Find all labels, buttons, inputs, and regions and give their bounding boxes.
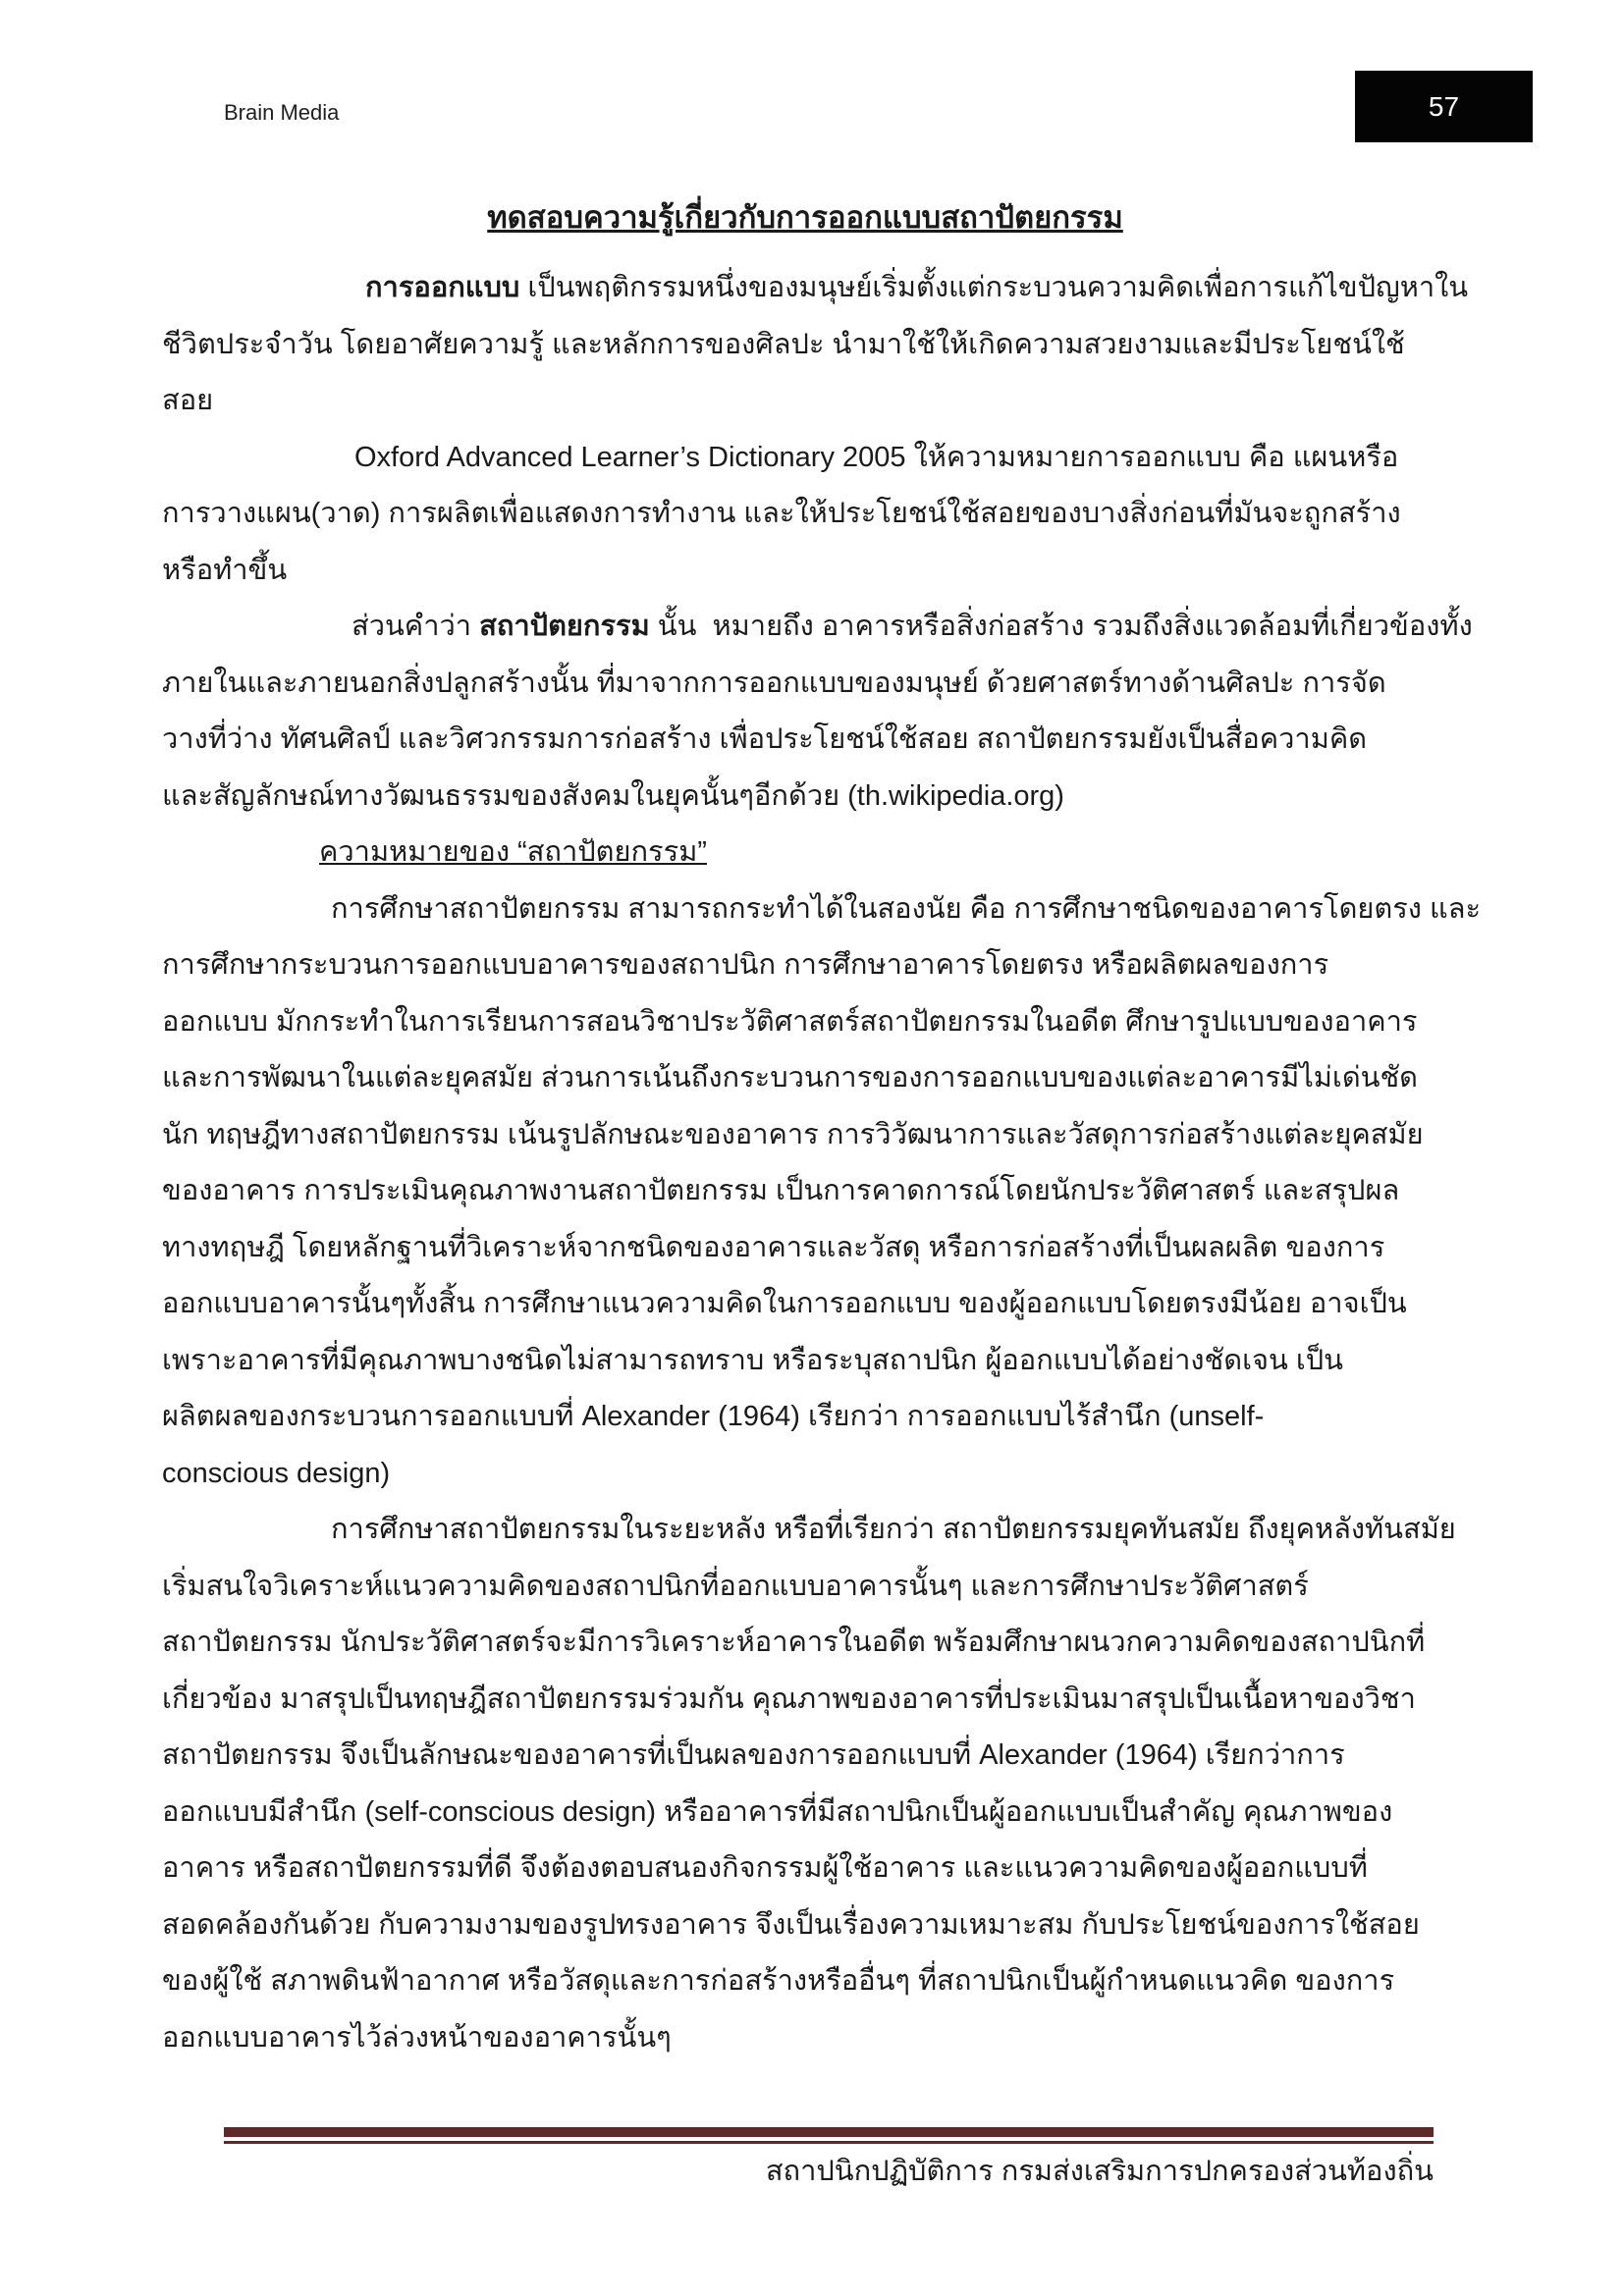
paragraph-studying-architecture [162, 881, 1482, 1503]
text-segment: หรือทำขึ้น [162, 554, 288, 586]
text-segment: อาคาร หรือสถาปัตยกรรมที่ดี จึงต้องตอบสนองกิจกรรมผู้ใช้อาคาร และแนวความคิดของผู้ออกแบบที่ [162, 1852, 1368, 1884]
text-segment: เกี่ยวข้อง มาสรุปเป็นทฤษฎีสถาปัตยกรรมร่วมกัน คุณภาพของอาคารที่ประเมินมาสรุปเป็นเนื้อหาของวิชา [162, 1682, 1416, 1715]
text-line [162, 881, 1482, 938]
document-content [162, 189, 1482, 2066]
text-line [162, 712, 1448, 769]
footer-rule-thick [224, 2127, 1434, 2137]
page-title: ทดสอบความรู้เกี่ยวกับการออกแบบสถาปัตยกรรม [487, 200, 1123, 235]
text-segment: เพราะอาคารที่มีคุณภาพบางชนิดไม่สามารถทราบ หรือระบุสถาปนิก ผู้ออกแบบได้อย่างชัดเจน เป็น [162, 1344, 1344, 1376]
text-line [162, 994, 1448, 1051]
text-line [162, 1615, 1448, 1672]
page-number-box [1355, 71, 1533, 142]
text-line [162, 1728, 1448, 1785]
text-segment: การศึกษาสถาปัตยกรรม สามารถกระทำได้ในสองนัย คือ การศึกษาชนิดของอาคารโดยตรง และ [331, 892, 1482, 925]
text-line [162, 1276, 1448, 1333]
text-line [162, 430, 1448, 487]
text-segment: การศึกษาสถาปัตยกรรมในระยะหลัง หรือที่เรียกว่า สถาปัตยกรรมยุคทันสมัย ถึงยุคหลังทันสมัย [331, 1514, 1456, 1545]
text-line [162, 373, 1448, 430]
text-segment: ออกแบบ มักกระทำในการเรียนการสอนวิชาประวัติศาสตร์สถาปัตยกรรมในอดีต ศึกษารูปแบบของอาคาร [162, 1005, 1418, 1038]
text-segment: สอย [162, 385, 214, 416]
text-segment: การวางแผน(วาด) การผลิตเพื่อแสดงการทำงาน และให้ประโยชน์ใช้สอยของบางสิ่งก่อนที่มันจะถูกสร้าง [162, 498, 1401, 529]
text-line [162, 1841, 1448, 1897]
text-line [162, 1785, 1448, 1842]
text-segment: conscious design) [162, 1457, 391, 1489]
text-segment: นั้น หมายถึง อาคารหรือสิ่งก่อสร้าง รวมถึงสิ่งแวดล้อมที่เกี่ยวข้องทั้ง [649, 611, 1473, 642]
text-segment: การศึกษากระบวนการออกแบบอาคารของสถาปนิก การศึกษาอาคารโดยตรง หรือผลิตผลของการ [162, 949, 1329, 981]
text-line [162, 1897, 1448, 1954]
text-line [162, 1953, 1448, 2010]
text-line [162, 260, 1469, 317]
text-line [162, 1333, 1448, 1390]
text-segment: ผลิตผลของกระบวนการออกแบบที่ Alexander (1964) เรียกว่า การออกแบบไร้สำนึก (unself- [162, 1401, 1265, 1432]
text-segment: นัก ทฤษฎีทางสถาปัตยกรรม เน้นรูปลักษณะของอาคาร การวิวัฒนาการและวัสดุการก่อสร้างแต่ละยุคสมัย [162, 1118, 1424, 1150]
text-segment: ความหมายของ “สถาปัตยกรรม” [319, 836, 707, 868]
paragraph-architecture-term [162, 599, 1473, 825]
text-segment: ภายในและภายนอกสิ่งปลูกสร้างนั้น ที่มาจากการออกแบบของมนุษย์ ด้วยศาสตร์ทางด้านศิลปะ การจัด [162, 667, 1386, 699]
text-line [162, 1220, 1448, 1277]
text-line [162, 1672, 1448, 1729]
text-segment: ชีวิตประจำวัน โดยอาศัยความรู้ และหลักการของศิลปะ นำมาใช้ให้เกิดความสวยงามและมีประโยชน์ใช้ [162, 328, 1405, 360]
text-segment: ออกแบบอาคารไว้ล่วงหน้าของอาคารนั้นๆ [162, 2021, 672, 2054]
text-line [162, 1050, 1448, 1107]
text-segment: สถาปัตยกรรม นักประวัติศาสตร์จะมีการวิเคราะห์อาคารในอดีต พร้อมศึกษาผนวกความคิดของสถาปนิกที่ [162, 1627, 1426, 1658]
subheading-meaning-of-architecture [162, 825, 1448, 881]
document-body [162, 260, 1482, 2066]
text-segment: Oxford Advanced Learner’s Dictionary 2005 ให้ความหมายการออกแบบ คือ แผนหรือ [354, 441, 1399, 473]
text-segment: และการพัฒนาในแต่ละยุคสมัย ส่วนการเน้นถึงกระบวนการของการออกแบบของแต่ละอาคารมีไม่เด่นชัด [162, 1062, 1419, 1094]
text-line [162, 2010, 1448, 2067]
text-line [162, 1107, 1448, 1164]
paragraph-later-study [162, 1502, 1456, 2066]
text-segment: ส่วนคำว่า [352, 611, 480, 642]
footer-rule-thin [224, 2141, 1434, 2144]
header-brand: Brain Media [224, 100, 340, 125]
text-segment: สถาปัตยกรรม จึงเป็นลักษณะของอาคารที่เป็นผลของการออกแบบที่ Alexander (1964) เรียกว่าการ [162, 1739, 1345, 1771]
text-segment: เป็นพฤติกรรมหนึ่งของมนุษย์เริ่มตั้งแต่กระบวนความคิดเพื่อการแก้ไขปัญหาใน [527, 272, 1469, 303]
text-segment: สถาปัตยกรรม [479, 611, 650, 642]
text-line [162, 656, 1448, 713]
paragraph-design-definition [162, 260, 1469, 430]
text-line [162, 1163, 1448, 1220]
text-line [162, 1446, 1448, 1503]
text-line [162, 543, 1448, 600]
text-line [162, 1559, 1448, 1616]
text-line [162, 599, 1473, 656]
text-segment: ของอาคาร การประเมินคุณภาพงานสถาปัตยกรรม เป็นการคาดการณ์โดยนักประวัติศาสตร์ และสรุปผล [162, 1175, 1400, 1206]
text-segment: และสัญลักษณ์ทางวัฒนธรรมของสังคมในยุคนั้นๆอีกด้วย (th.wikipedia.org) [162, 779, 1064, 812]
text-line [162, 1389, 1448, 1446]
text-line [162, 825, 1448, 881]
paragraph-oxford-definition [162, 430, 1448, 600]
text-segment: เริ่มสนใจวิเคราะห์แนวความคิดของสถาปนิกที่ออกแบบอาคารนั้นๆ และการศึกษาประวัติศาสตร์ [162, 1570, 1309, 1602]
text-line [162, 317, 1448, 374]
text-segment: ทางทฤษฎี โดยหลักฐานที่วิเคราะห์จากชนิดของอาคารและวัสดุ หรือการก่อสร้างที่เป็นผลผลิต ของการ [162, 1231, 1385, 1263]
footer-text: สถาปนิกปฏิบัติการ กรมส่งเสริมการปกครองส่วนท้องถิ่น [765, 2156, 1434, 2187]
text-line [162, 486, 1448, 543]
text-segment: ของผู้ใช้ สภาพดินฟ้าอากาศ หรือวัสดุและการก่อสร้างหรืออื่นๆ ที่สถาปนิกเป็นผู้กำหนดแนวคิด ของการ [162, 1965, 1395, 1997]
text-segment: สอดคล้องกันด้วย กับความงามของรูปทรงอาคาร จึงเป็นเรื่องความเหมาะสม กับประโยชน์ของการใช้สอย [162, 1908, 1420, 1941]
page-number: 57 [1428, 90, 1460, 122]
text-segment: วางที่ว่าง ทัศนศิลป์ และวิศวกรรมการก่อสร้าง เพื่อประโยชน์ใช้สอย สถาปัตยกรรมยังเป็นสื่อความคิด [162, 723, 1368, 755]
text-segment: ออกแบบมีสำนึก (self-conscious design) หรืออาคารที่มีสถาปนิกเป็นผู้ออกแบบเป็นสำคัญ คุณภาพของ [162, 1795, 1393, 1828]
text-segment: ออกแบบอาคารนั้นๆทั้งสิ้น การศึกษาแนวความคิดในการออกแบบ ของผู้ออกแบบโดยตรงมีน้อย อาจเป็น [162, 1288, 1407, 1319]
text-line [162, 1502, 1456, 1559]
text-line [162, 769, 1448, 826]
text-line [162, 937, 1448, 994]
text-segment: การออกแบบ [365, 272, 528, 303]
